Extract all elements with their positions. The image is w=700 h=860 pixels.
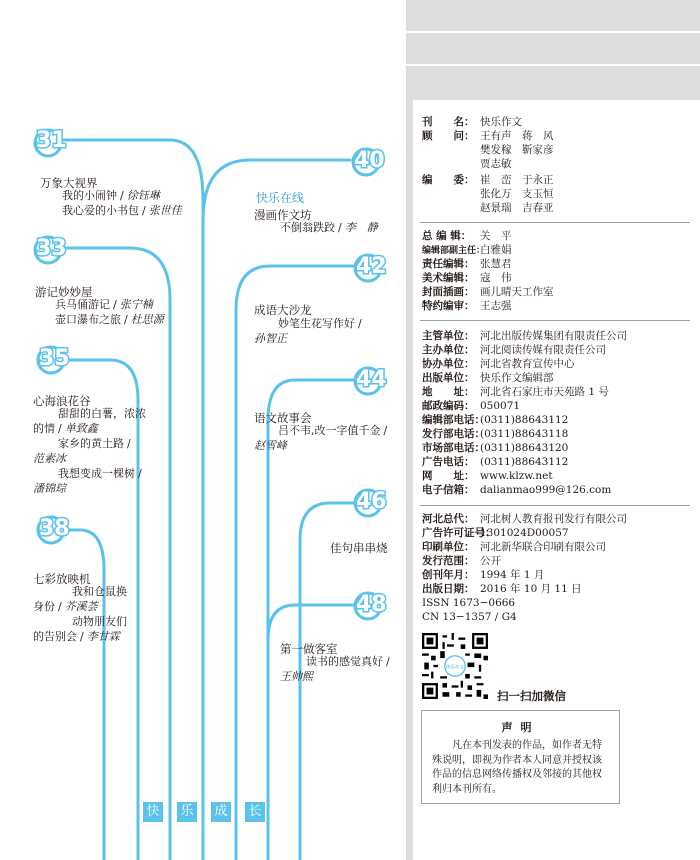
- row-label: 顾 问：: [422, 130, 475, 142]
- row-value: (0311)88643112: [480, 414, 569, 426]
- divider: [406, 31, 700, 33]
- masthead-row: [422, 300, 512, 314]
- entry-title: 的情: [33, 422, 55, 435]
- row-value: 2016 年 10 月 11 日: [480, 583, 582, 595]
- row-label: 发行范围：: [422, 555, 475, 567]
- section-title: 七彩放映机: [33, 572, 91, 586]
- row-label: 河北总代：: [422, 513, 475, 525]
- entry-author: 范素冰: [33, 452, 66, 465]
- toc-entry[interactable]: 动物朋友们: [72, 615, 127, 628]
- section-title: 语文故事会: [254, 411, 312, 425]
- notice-title: 声明: [501, 721, 540, 734]
- row-label: 创刊年月：: [422, 569, 475, 581]
- toc-entry[interactable]: 兵马俑游记 / 张宁楠: [55, 298, 153, 311]
- page-number-46: 46: [356, 489, 387, 514]
- masthead-row: [422, 174, 554, 188]
- page-number-35: 35: [39, 346, 70, 371]
- row-label: 编辑部副主任：: [422, 246, 486, 256]
- masthead-row: [422, 272, 512, 286]
- row-label: 刊 名：: [422, 116, 475, 128]
- masthead-row: [422, 372, 554, 386]
- issn: ISSN 1673−0666: [422, 597, 516, 609]
- masthead-row: [422, 330, 627, 344]
- section-title: 成语大沙龙: [254, 303, 312, 317]
- divider: [420, 320, 690, 321]
- column-heading: 快乐在线: [256, 191, 305, 205]
- page-number-31: 31: [36, 128, 67, 153]
- entry-title: 我想变成一棵树: [58, 467, 135, 480]
- row-value: 1994 年 1 月: [480, 569, 545, 581]
- masthead-row[interactable]: [422, 470, 553, 484]
- section-title: 漫画作文坊: [254, 208, 312, 222]
- row-value: 快乐作文: [480, 116, 522, 128]
- masthead-row: [422, 230, 512, 244]
- website-link[interactable]: www.klzw.net: [480, 470, 553, 482]
- entry-title: 读书的感觉真好: [306, 655, 383, 668]
- row-value: 河北树人教育报刊发行有限公司: [480, 513, 627, 525]
- row-value: 画儿晴天工作室: [480, 286, 554, 298]
- entry-title: 吕不韦,改一字值千金: [278, 424, 381, 437]
- toc-entry-cont[interactable]: 的情 / 单致鑫: [33, 422, 98, 435]
- entry-author: 李甘霖: [86, 630, 120, 643]
- notice-body: 凡在本刊发表的作品，如作者无特殊说明，即视为作者本人同意并授权该作品的信息网络传播权及邻接的其他权利归本刊所有。: [432, 740, 602, 795]
- masthead-row: [422, 358, 575, 372]
- masthead-row: [422, 456, 569, 470]
- page-number-48: 48: [356, 592, 387, 617]
- toc-entry[interactable]: 壶口瀑布之旅 / 杜思源: [55, 313, 164, 326]
- row-value: 公开: [480, 555, 501, 567]
- row-label: 发行部电话：: [422, 428, 485, 440]
- entry-title: 我的小闹钟: [62, 189, 117, 202]
- masthead-row: [422, 244, 512, 259]
- page-number-33: 33: [36, 236, 67, 261]
- masthead-row: [422, 130, 554, 144]
- masthead-row: [422, 414, 569, 428]
- entry-author: 芥溪荟: [64, 600, 98, 613]
- masthead-row: [422, 344, 606, 358]
- row-value: 王志强: [480, 300, 512, 312]
- entry-title: 我心爱的小书包: [62, 204, 139, 217]
- row-value: (0311)88643118: [480, 428, 569, 440]
- entry-author: 杜思源: [130, 313, 164, 326]
- row-value: 河北新华联合印刷有限公司: [480, 541, 606, 553]
- row-label: 美术编辑：: [422, 272, 475, 284]
- row-label: 协办单位：: [422, 358, 475, 370]
- section-title: 心海浪花谷: [33, 394, 91, 408]
- toc-entry[interactable]: 我和仓鼠换: [72, 585, 127, 598]
- row-label: 电子信箱：: [422, 484, 475, 496]
- page-number-42: 42: [356, 254, 387, 279]
- row-value: 河北省教育宣传中心: [480, 358, 575, 370]
- row-label: 主管单位：: [422, 330, 475, 342]
- entry-author: 徐钰琳: [126, 189, 160, 202]
- row-value: 1301024D00057: [480, 527, 569, 539]
- row-label: 广告许可证号：: [422, 527, 496, 539]
- branch-33: [60, 248, 170, 860]
- row-label: 邮政编码：: [422, 400, 475, 412]
- toc-entry[interactable]: 妙笔生花写作好 /: [278, 317, 362, 330]
- page-number-44: 44: [356, 367, 387, 392]
- section-title: 佳句串串烧: [330, 541, 388, 555]
- entry-title: 的告别会: [33, 630, 77, 643]
- cn-number: CN 13−1357 / G4: [422, 611, 517, 623]
- row-label: 地 址：: [422, 386, 475, 398]
- entry-title: 壶口瀑布之旅: [55, 313, 121, 326]
- copyright-notice: [421, 710, 620, 804]
- divider: [420, 505, 690, 506]
- row-label: 出版单位：: [422, 372, 475, 384]
- row-value: 张化万 支玉恒: [480, 188, 554, 200]
- masthead-row: [422, 258, 512, 272]
- masthead-row: [422, 428, 569, 442]
- toc-entry[interactable]: 甜甜的白薯，浓浓: [58, 407, 146, 420]
- qr-caption: 扫一扫加微信: [497, 689, 566, 703]
- row-value: 河北阅读传媒有限责任公司: [480, 344, 606, 356]
- row-label: 印刷单位：: [422, 541, 475, 553]
- row-value: (0311)88643120: [480, 442, 569, 454]
- entry-author: 张宁楠: [119, 298, 153, 311]
- entry-title: 妙笔生花写作好: [278, 317, 355, 330]
- row-value: 关 平: [480, 230, 512, 242]
- row-value: (0311)88643112: [480, 456, 569, 468]
- row-label: 封面插画：: [422, 286, 475, 298]
- entry-author: 单致鑫: [64, 422, 98, 435]
- footer-char: 快: [146, 804, 160, 819]
- branch-42: [236, 266, 355, 860]
- row-label: 出版日期：: [422, 583, 475, 595]
- branch-48: [268, 605, 355, 640]
- masthead-row: [422, 527, 569, 541]
- entry-author: 张世佳: [148, 204, 182, 217]
- masthead-row: [422, 442, 569, 456]
- masthead-row: [422, 583, 582, 597]
- row-label: 编 委：: [422, 174, 475, 186]
- toc-entry[interactable]: 读书的感觉真好 /: [306, 655, 390, 668]
- divider: [406, 64, 700, 66]
- row-value: 白雅娟: [480, 244, 512, 256]
- section-title: 万象大视界: [40, 176, 98, 190]
- entry-author: 孙智正: [254, 332, 287, 345]
- row-value: 张慧君: [480, 258, 512, 270]
- row-label: 责任编辑：: [422, 258, 475, 270]
- masthead-row: [422, 286, 554, 300]
- entry-author: 李 静: [344, 221, 378, 234]
- toc-entry[interactable]: 我的小闹钟 / 徐钰琳: [62, 189, 160, 202]
- qr-logo-text: 快乐作文: [445, 665, 465, 671]
- page-number-38: 38: [39, 516, 70, 541]
- row-label: 编辑部电话：: [422, 414, 485, 426]
- entry-author: 赵雪峰: [254, 439, 287, 452]
- masthead-row: [422, 513, 627, 527]
- footer-char: 成: [214, 804, 228, 819]
- toc-entry[interactable]: 家乡的黄土路 /: [58, 437, 131, 450]
- row-label: 主办单位：: [422, 344, 475, 356]
- toc-entry-cont[interactable]: 身份 / 芥溪荟: [33, 600, 98, 613]
- toc-entry[interactable]: 不倒翁跌跤 / 李 静: [280, 221, 378, 234]
- masthead-row: [422, 116, 522, 130]
- footer-char: 乐: [180, 804, 194, 819]
- footer-char: 长: [248, 804, 262, 819]
- masthead-row: [422, 555, 501, 569]
- row-label: 总 编 辑：: [422, 230, 472, 242]
- toc-entry[interactable]: 吕不韦,改一字值千金 /: [278, 424, 388, 437]
- page-number-40: 40: [354, 148, 385, 173]
- entry-author: 潘锦琮: [33, 482, 66, 495]
- entry-title: 兵马俑游记: [55, 298, 110, 311]
- row-label: 网 址：: [422, 470, 475, 482]
- entry-title: 不倒翁跌跤: [280, 221, 335, 234]
- row-value: 寇 伟: [480, 272, 512, 284]
- row-value: 樊发稼 靳家彦: [480, 144, 554, 156]
- toc-entry-cont[interactable]: 的告别会 / 李甘霖: [33, 630, 120, 643]
- divider: [420, 222, 690, 223]
- row-label: 特约编审：: [422, 300, 475, 312]
- masthead-row: [422, 386, 609, 400]
- masthead-row: [422, 541, 606, 555]
- row-value: 河北出版传媒集团有限责任公司: [480, 330, 627, 342]
- row-value: 050071: [480, 400, 521, 412]
- masthead-row[interactable]: [422, 484, 612, 498]
- row-value: 快乐作文编辑部: [480, 372, 554, 384]
- entry-author: 王帅熙: [280, 670, 313, 683]
- toc-entry[interactable]: 我想变成一棵树 /: [58, 467, 142, 480]
- masthead-row: [422, 569, 545, 583]
- row-value: 崔 峦 于永正: [480, 174, 554, 186]
- section-title: 游记妙妙屋: [35, 285, 93, 299]
- row-value: 王有声 蒋 风: [480, 130, 554, 142]
- entry-title: 家乡的黄土路: [58, 437, 124, 450]
- email-link[interactable]: dalianmao999@126.com: [480, 484, 612, 496]
- row-value: 赵景瑞 吉春亚: [480, 202, 554, 214]
- entry-title: 身份: [33, 600, 55, 613]
- row-value: 河北省石家庄市天苑路 1 号: [480, 386, 609, 398]
- toc-entry[interactable]: 我心爱的小书包 / 张世佳: [62, 204, 182, 217]
- section-title: 第一做客室: [280, 642, 338, 656]
- row-value: 贾志敏: [480, 158, 512, 170]
- masthead-row: [422, 400, 521, 414]
- row-label: 市场部电话：: [422, 442, 485, 454]
- row-label: 广告电话：: [422, 456, 475, 468]
- qr-code[interactable]: [422, 633, 488, 699]
